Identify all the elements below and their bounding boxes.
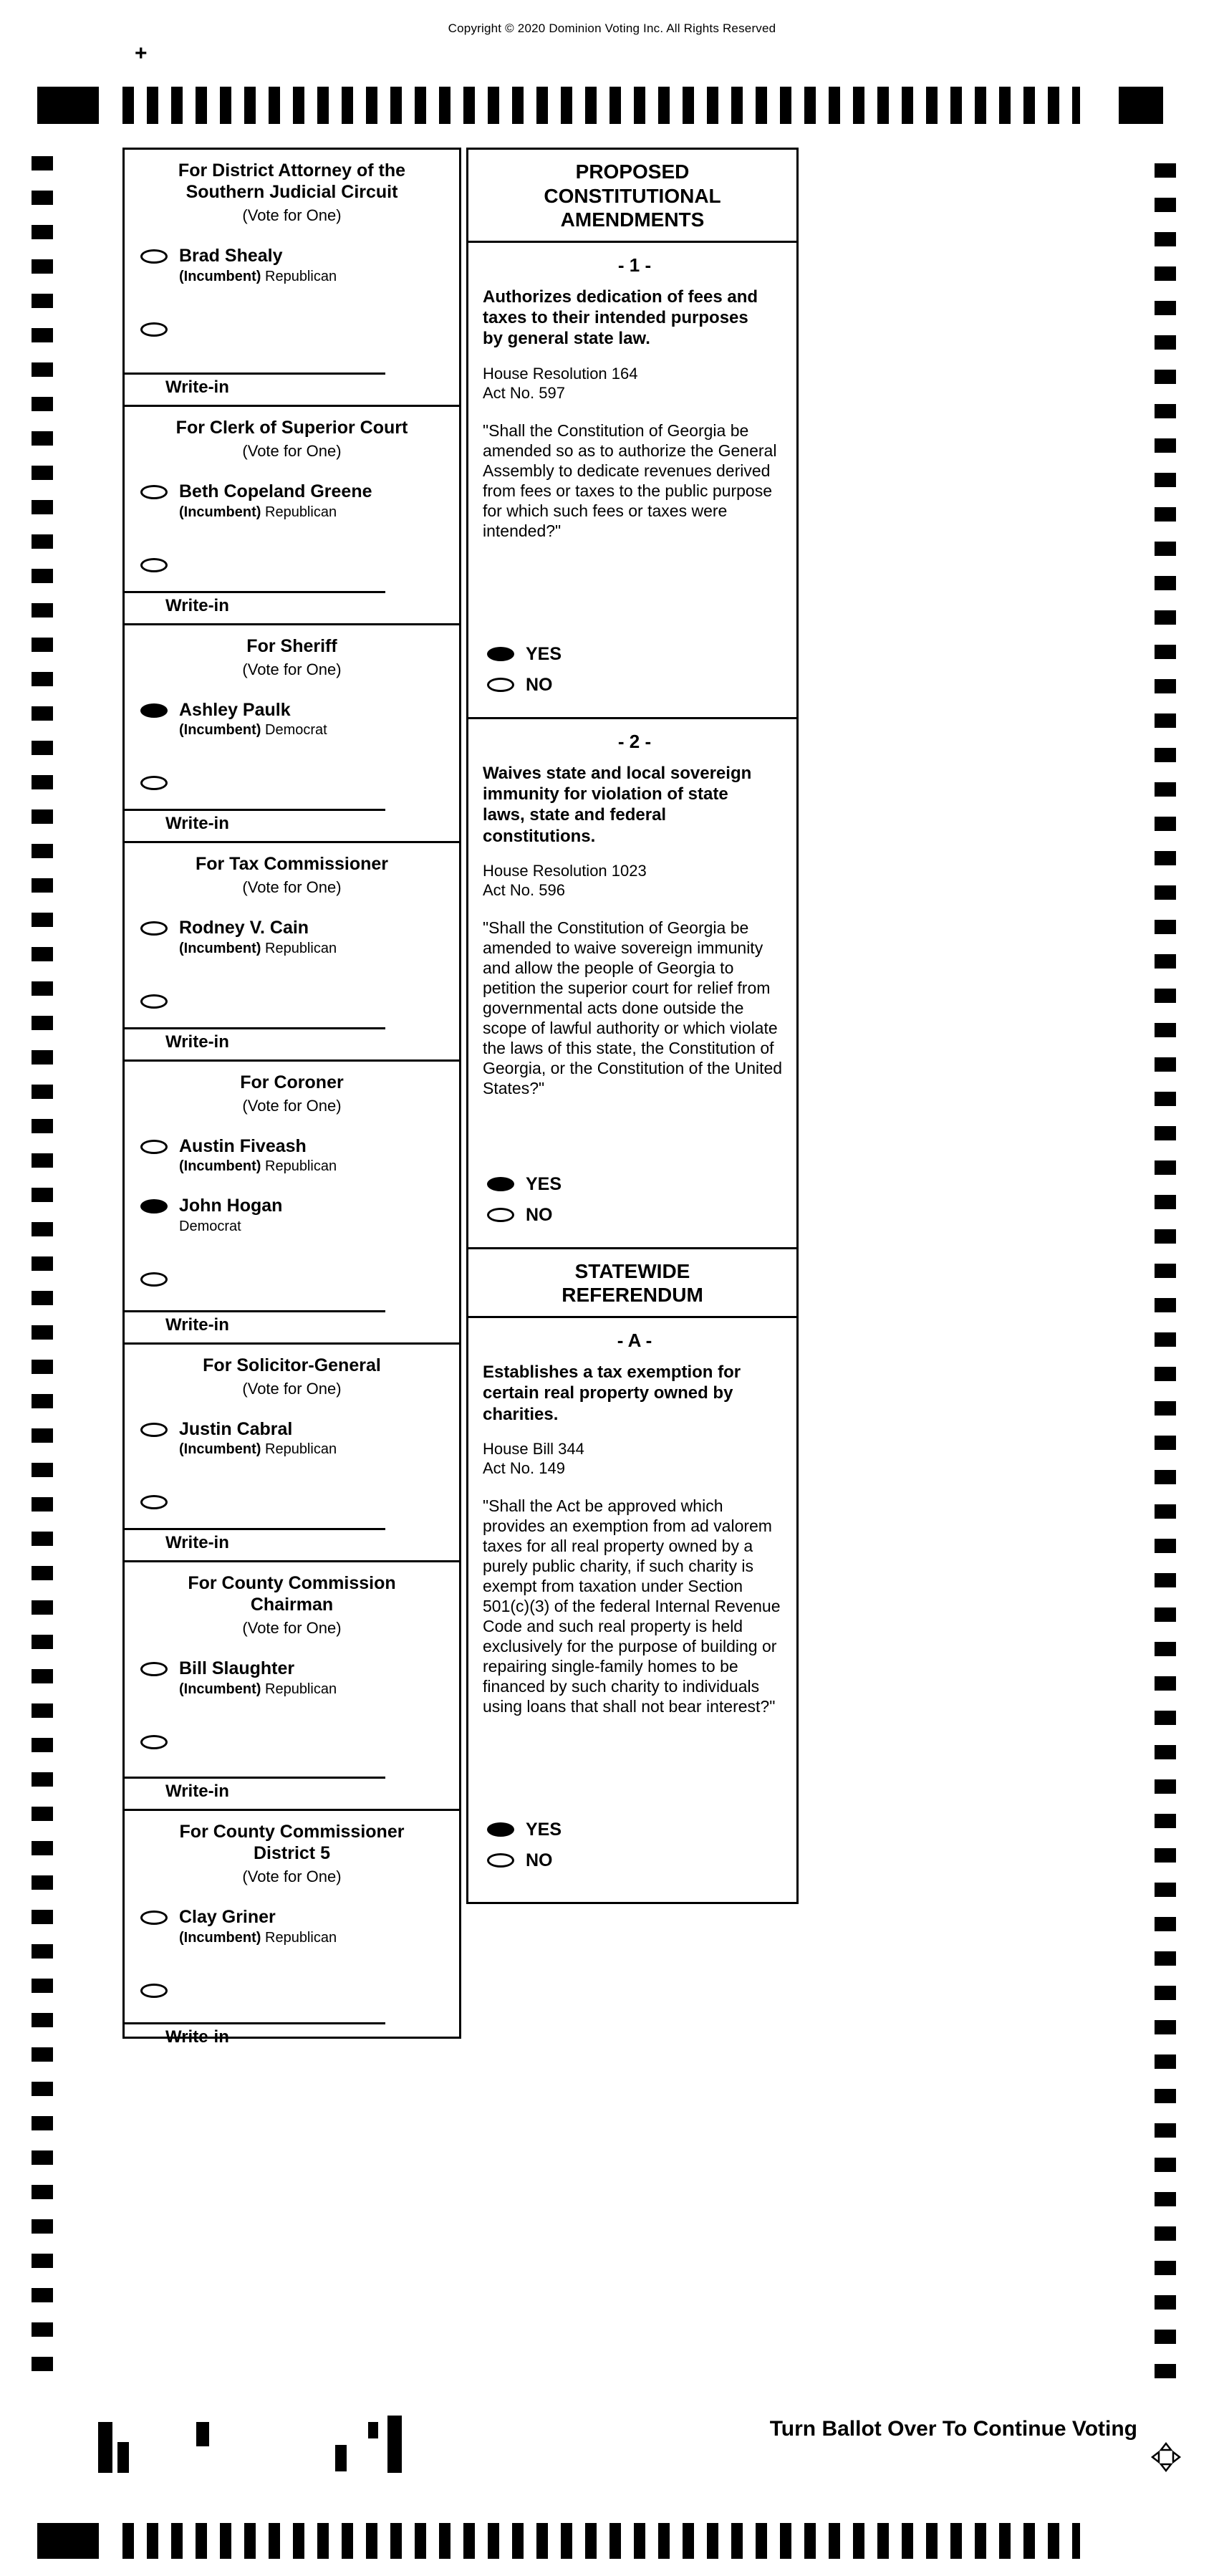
candidate-party xyxy=(179,1219,282,1235)
write-in-oval-row xyxy=(140,319,459,337)
write-in-oval-row xyxy=(140,1492,459,1509)
measure-referendum-a xyxy=(468,1318,796,1893)
incumbent-label: (Incumbent) xyxy=(179,1929,261,1946)
candidate-info xyxy=(179,1420,337,1458)
write-in-line[interactable] xyxy=(125,1310,385,1312)
write-in-area xyxy=(125,572,459,623)
party-label: Republican xyxy=(265,268,337,284)
candidate-info xyxy=(179,1137,337,1176)
candidate-info xyxy=(179,1908,337,1946)
party-label: Democrat xyxy=(179,1218,241,1234)
contest-title: For County Commission Chairman xyxy=(188,1573,396,1615)
write-in-oval-row xyxy=(140,773,459,790)
write-in-line[interactable] xyxy=(125,2022,385,2024)
no-label: NO xyxy=(526,1204,553,1225)
barcode-bar xyxy=(98,2422,112,2473)
contest-tax-commissioner xyxy=(125,843,459,1062)
write-in-oval[interactable] xyxy=(140,558,168,572)
contest-coroner xyxy=(125,1062,459,1345)
contest-clerk-superior-court xyxy=(125,407,459,625)
contests-column xyxy=(122,148,461,2047)
measure-ref-line: Act No. 596 xyxy=(483,881,565,900)
candidate-oval[interactable] xyxy=(140,485,168,499)
measure-ref-line: House Bill 344 xyxy=(483,1439,584,1458)
measure-summary: Waives state and local sovereign immunity for violation of state laws, state and federal constitutions. xyxy=(483,763,752,846)
write-in-label: Write-in xyxy=(165,2027,229,2047)
candidate-party xyxy=(179,504,372,521)
contest-title: For County Commissioner District 5 xyxy=(179,1822,405,1863)
candidate-name: John Hogan xyxy=(179,1196,283,1216)
write-in-oval-row xyxy=(140,1732,459,1749)
vote-for-instruction: (Vote for One) xyxy=(242,1379,342,1398)
timing-marks-top xyxy=(122,87,1080,124)
write-in-line[interactable] xyxy=(125,591,385,593)
incumbent-label: (Incumbent) xyxy=(179,722,261,738)
no-oval[interactable] xyxy=(487,1208,514,1222)
write-in-area xyxy=(125,1009,459,1059)
candidate-oval[interactable] xyxy=(140,921,168,936)
write-in-oval[interactable] xyxy=(140,1984,168,1998)
candidate-party xyxy=(179,1158,337,1175)
timing-marks-left xyxy=(32,156,53,2390)
no-label: NO xyxy=(526,1850,553,1870)
candidate-name: Rodney V. Cain xyxy=(179,918,309,938)
contest-county-commissioner-district-5 xyxy=(125,1811,459,2054)
measure-ref-line: Act No. 149 xyxy=(483,1459,565,1478)
party-label: Republican xyxy=(265,1929,337,1946)
referendum-header xyxy=(468,1249,796,1318)
measure-summary: Authorizes dedication of fees and taxes to their intended purposes by general state law. xyxy=(483,287,758,349)
barcode-bar xyxy=(117,2442,129,2473)
timing-block-top-left xyxy=(37,87,99,124)
measure-ref-line: House Resolution 1023 xyxy=(483,861,647,880)
party-label: Republican xyxy=(265,504,337,520)
candidate-oval[interactable] xyxy=(140,1911,168,1925)
measure-summary: Establishes a tax exemption for certain real property owned by charities. xyxy=(483,1362,741,1424)
candidate-party xyxy=(179,722,327,739)
referendum-header-text: STATEWIDE REFERENDUM xyxy=(562,1259,703,1307)
contest-title: For Solicitor-General xyxy=(203,1355,381,1375)
write-in-label: Write-in xyxy=(165,378,229,397)
measure-number: - A - xyxy=(617,1329,652,1351)
no-oval[interactable] xyxy=(487,678,514,692)
measure-reference xyxy=(483,1439,786,1479)
candidate-name: Austin Fiveash xyxy=(179,1135,307,1156)
measure-ref-line: Act No. 597 xyxy=(483,384,565,403)
timing-marks-bottom xyxy=(122,2523,1080,2559)
yes-label: YES xyxy=(526,1173,562,1194)
write-in-oval-row xyxy=(140,991,459,1009)
measure-number: - 2 - xyxy=(617,730,652,752)
measure-reference xyxy=(483,861,786,900)
yes-choice xyxy=(487,1820,786,1840)
party-label: Democrat xyxy=(265,722,327,738)
candidate-row xyxy=(140,246,459,285)
measure-choices xyxy=(483,1154,786,1236)
vote-for-instruction: (Vote for One) xyxy=(242,1096,342,1115)
no-choice xyxy=(487,1850,786,1871)
write-in-area xyxy=(125,1292,459,1342)
measure-choices xyxy=(483,624,786,706)
incumbent-label: (Incumbent) xyxy=(179,940,261,956)
write-in-area xyxy=(125,354,459,405)
measure-amendment-1 xyxy=(468,243,796,719)
no-label: NO xyxy=(526,674,553,695)
candidate-row xyxy=(140,1420,459,1458)
contest-district-attorney xyxy=(125,150,459,407)
yes-label: YES xyxy=(526,1819,562,1840)
candidate-name: Justin Cabral xyxy=(179,1418,293,1439)
measure-reference xyxy=(483,364,786,403)
registration-plus-mark: + xyxy=(135,42,148,65)
write-in-line[interactable] xyxy=(125,373,385,375)
write-in-oval[interactable] xyxy=(140,776,168,790)
timing-marks-right xyxy=(1155,163,1176,2390)
candidate-party xyxy=(179,269,337,285)
yes-label: YES xyxy=(526,643,562,664)
candidate-info xyxy=(179,1659,337,1698)
write-in-oval[interactable] xyxy=(140,1272,168,1287)
barcode-bar xyxy=(196,2422,209,2446)
turn-ballot-over-notice: Turn Ballot Over To Continue Voting xyxy=(769,2417,1137,2441)
amendments-header-text: PROPOSED CONSTITUTIONAL AMENDMENTS xyxy=(544,160,721,231)
contest-title: For Tax Commissioner xyxy=(195,854,389,874)
no-choice xyxy=(487,675,786,696)
write-in-oval-row xyxy=(140,1269,459,1287)
candidate-oval[interactable] xyxy=(140,249,168,264)
write-in-label: Write-in xyxy=(165,1315,229,1335)
yes-choice xyxy=(487,1174,786,1195)
vote-for-instruction: (Vote for One) xyxy=(242,878,342,896)
write-in-oval[interactable] xyxy=(140,322,168,337)
candidate-oval[interactable] xyxy=(140,703,168,718)
candidate-oval[interactable] xyxy=(140,1140,168,1154)
candidate-row xyxy=(140,482,459,521)
candidate-party xyxy=(179,1681,337,1698)
candidate-name: Ashley Paulk xyxy=(179,699,291,720)
orientation-arrows-icon xyxy=(1150,2441,1182,2473)
vote-for-instruction: (Vote for One) xyxy=(242,1868,342,1885)
measure-ref-line: House Resolution 164 xyxy=(483,364,638,383)
write-in-oval-row xyxy=(140,555,459,572)
candidate-info xyxy=(179,918,337,957)
amendments-header xyxy=(468,150,796,243)
contest-sheriff xyxy=(125,625,459,844)
candidate-name: Brad Shealy xyxy=(179,246,283,266)
candidate-row xyxy=(140,918,459,957)
measures-column xyxy=(466,148,799,1904)
incumbent-label: (Incumbent) xyxy=(179,1681,261,1697)
candidate-row xyxy=(140,701,459,739)
write-in-area xyxy=(125,1758,459,1809)
incumbent-label: (Incumbent) xyxy=(179,1158,261,1174)
candidate-party xyxy=(179,941,337,957)
candidate-info xyxy=(179,1196,282,1235)
incumbent-label: (Incumbent) xyxy=(179,1441,261,1457)
no-choice xyxy=(487,1205,786,1226)
incumbent-label: (Incumbent) xyxy=(179,504,261,520)
barcode-bar xyxy=(335,2445,347,2471)
vote-for-instruction: (Vote for One) xyxy=(242,442,342,460)
party-label: Republican xyxy=(265,1158,337,1174)
contest-title: For Sheriff xyxy=(246,635,337,656)
candidate-row xyxy=(140,1908,459,1946)
candidate-name: Bill Slaughter xyxy=(179,1658,295,1678)
contest-title: For Coroner xyxy=(240,1072,344,1092)
candidate-row xyxy=(140,1196,459,1235)
party-label: Republican xyxy=(265,1681,337,1697)
write-in-line[interactable] xyxy=(125,809,385,811)
vote-for-instruction: (Vote for One) xyxy=(242,660,342,678)
yes-choice xyxy=(487,644,786,665)
incumbent-label: (Incumbent) xyxy=(179,268,261,284)
candidate-row xyxy=(140,1659,459,1698)
candidate-name: Clay Griner xyxy=(179,1907,276,1927)
write-in-line[interactable] xyxy=(125,1027,385,1029)
candidate-oval[interactable] xyxy=(140,1423,168,1437)
timing-block-bottom-left xyxy=(37,2523,99,2559)
candidate-oval[interactable] xyxy=(140,1199,168,1213)
candidate-info xyxy=(179,246,337,285)
measure-number: - 1 - xyxy=(617,254,652,276)
write-in-line[interactable] xyxy=(125,1777,385,1779)
measure-question: "Shall the Act be approved which provides an exemption from ad valorem taxes for all real property owned by a purely public charity, if such charity is exempt from taxation under Section 501(c)(3) of the federal Internal Revenue Code and such real property is held exclusively for the purpose of building or repairing single-family homes to be financed by such charity to individuals using loans that shall not bear interest?" xyxy=(483,1496,781,1716)
contest-county-commission-chairman xyxy=(125,1562,459,1811)
measure-choices xyxy=(483,1799,786,1881)
copyright-line: Copyright © 2020 Dominion Voting Inc. All Rights Reserved xyxy=(448,21,776,35)
candidate-oval[interactable] xyxy=(140,1662,168,1676)
party-label: Republican xyxy=(265,1441,337,1457)
write-in-label: Write-in xyxy=(165,1533,229,1552)
barcode-bar xyxy=(368,2422,378,2438)
write-in-label: Write-in xyxy=(165,1032,229,1052)
party-label: Republican xyxy=(265,940,337,956)
write-in-label: Write-in xyxy=(165,595,229,615)
write-in-oval-row xyxy=(140,1981,459,1998)
write-in-area xyxy=(125,2004,459,2054)
write-in-oval[interactable] xyxy=(140,1495,168,1509)
write-in-oval[interactable] xyxy=(140,994,168,1009)
write-in-label: Write-in xyxy=(165,1782,229,1801)
candidate-row xyxy=(140,1137,459,1176)
timing-block-top-right xyxy=(1119,87,1163,124)
calibration-barcode xyxy=(93,2416,408,2476)
contest-solicitor-general xyxy=(125,1345,459,1563)
measure-question: "Shall the Constitution of Georgia be amended to waive sovereign immunity and allow the people of Georgia to petition the superior court for relief from governmental acts done outside the scope of lawful authority or which violate the laws of this state, the Constitution of Georgia, or the Constitution of the United States?" xyxy=(483,918,783,1098)
write-in-label: Write-in xyxy=(165,814,229,833)
candidate-info xyxy=(179,701,327,739)
yes-oval[interactable] xyxy=(487,1177,514,1191)
barcode-bar xyxy=(387,2416,402,2473)
write-in-area xyxy=(125,1509,459,1560)
vote-for-instruction: (Vote for One) xyxy=(242,1619,342,1637)
contest-title: For Clerk of Superior Court xyxy=(175,418,408,438)
measure-question: "Shall the Constitution of Georgia be amended so as to authorize the General Assembly to dedicate revenues derived from fees or taxes to the public purpose for which such fees or taxes were intended?" xyxy=(483,420,777,540)
write-in-area xyxy=(125,790,459,841)
write-in-line[interactable] xyxy=(125,1528,385,1530)
candidate-party xyxy=(179,1930,337,1946)
measure-amendment-2 xyxy=(468,719,796,1249)
yes-oval[interactable] xyxy=(487,647,514,661)
candidate-party xyxy=(179,1441,337,1458)
yes-oval[interactable] xyxy=(487,1822,514,1837)
contest-title: For District Attorney of the Southern Judicial Circuit xyxy=(178,160,406,202)
candidate-info xyxy=(179,482,372,521)
no-oval[interactable] xyxy=(487,1853,514,1868)
candidate-name: Beth Copeland Greene xyxy=(179,481,372,501)
vote-for-instruction: (Vote for One) xyxy=(242,206,342,224)
write-in-oval[interactable] xyxy=(140,1735,168,1749)
